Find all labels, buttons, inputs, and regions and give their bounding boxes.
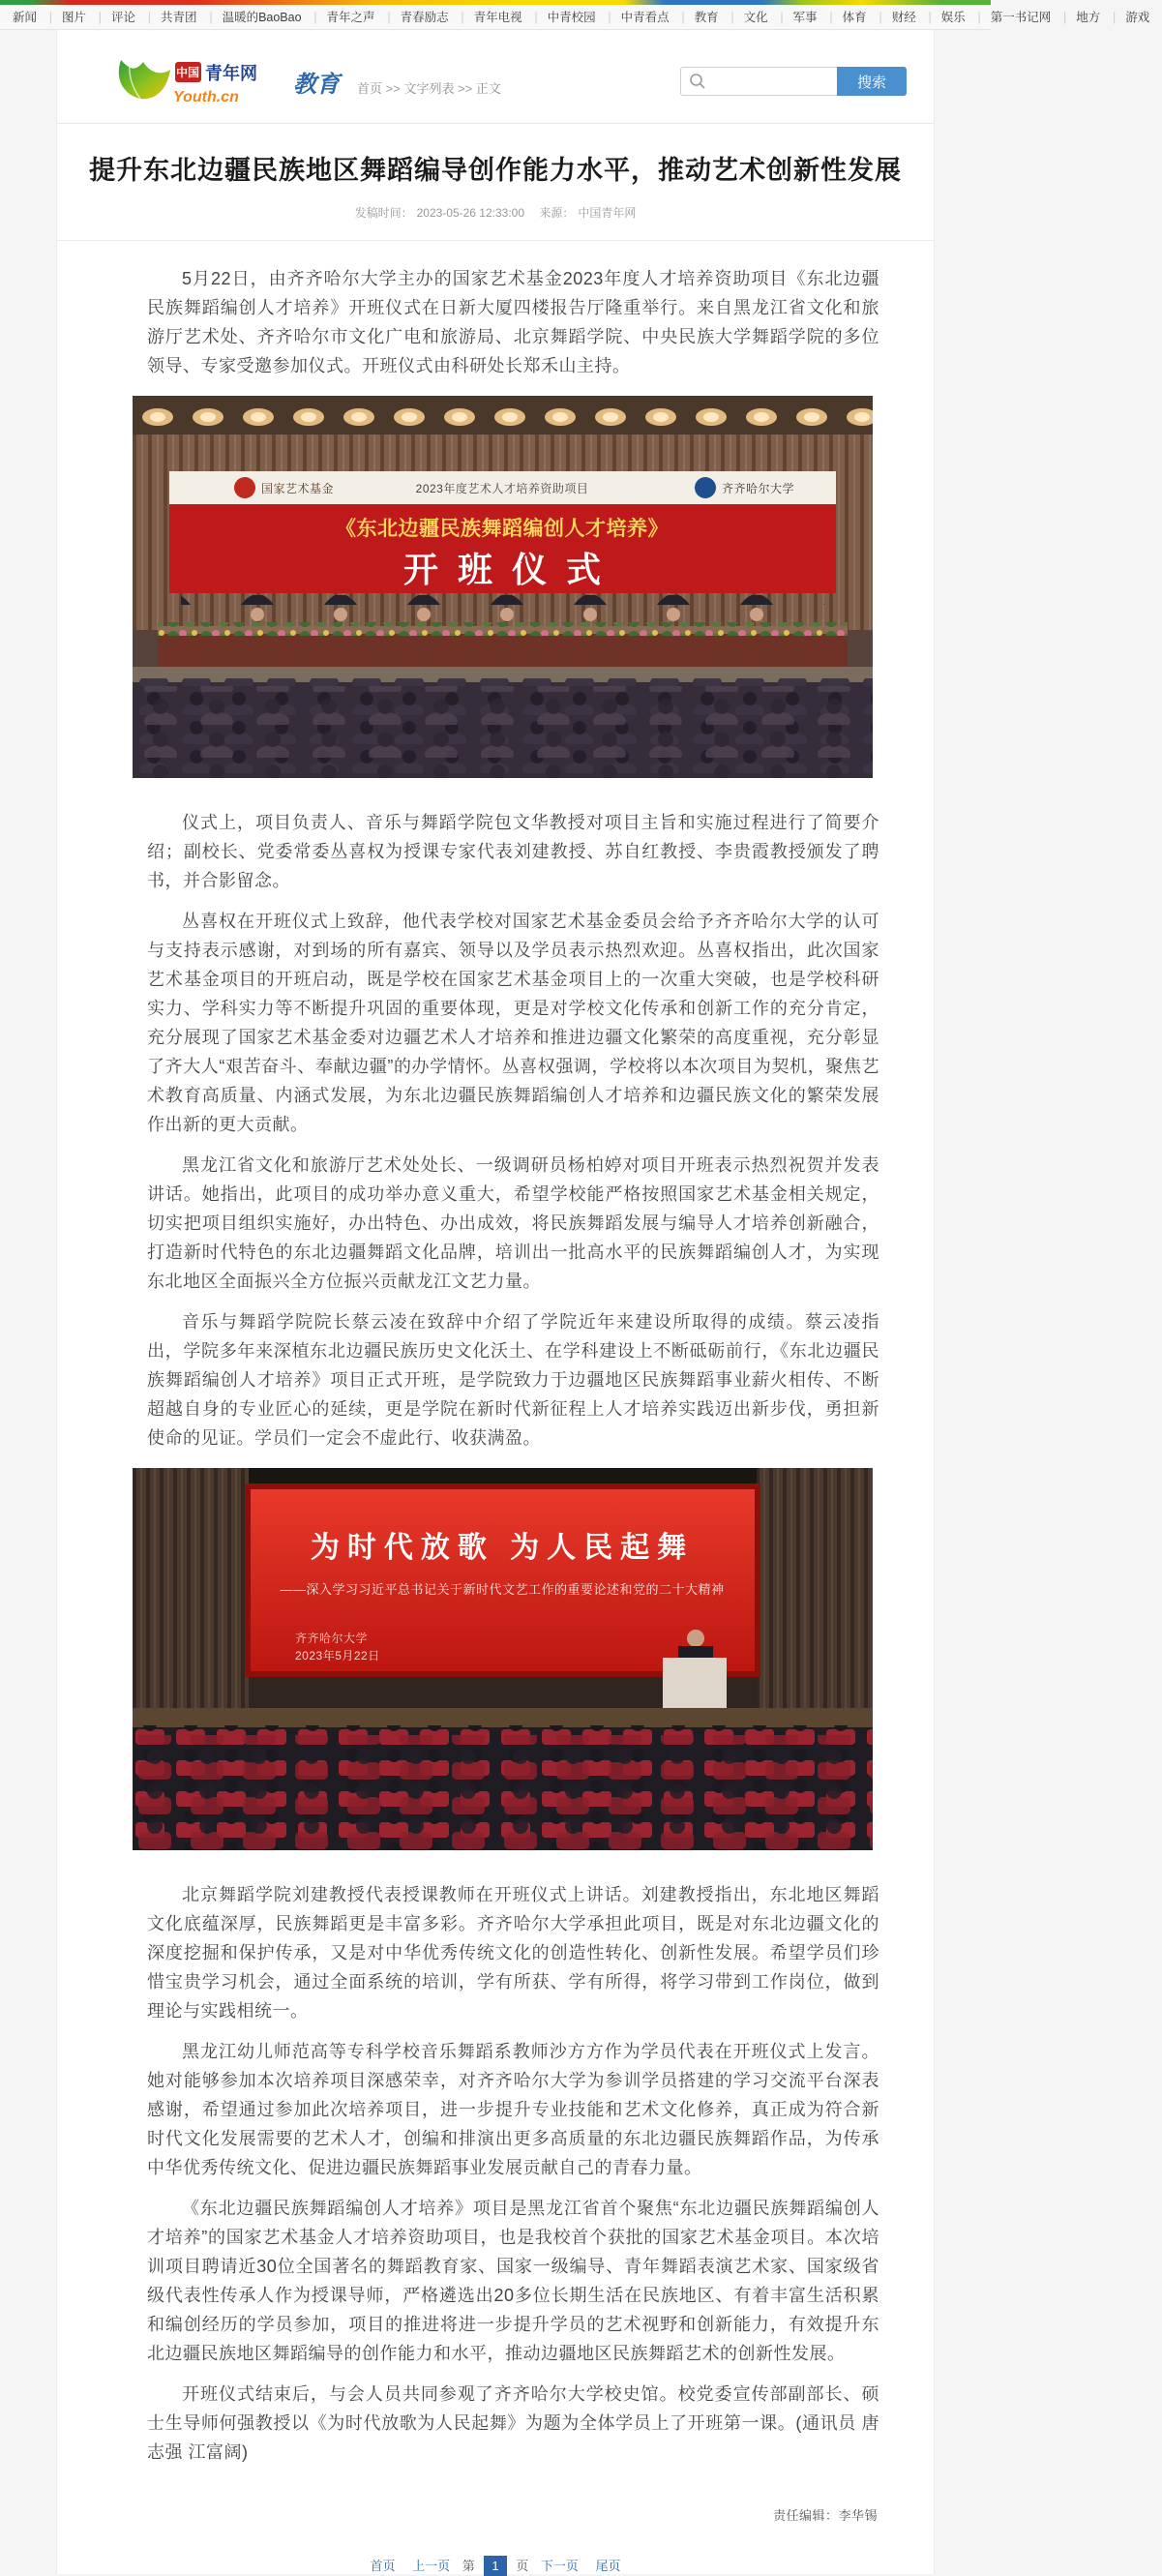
nav-item-culture[interactable]: 文化 | <box>731 5 781 30</box>
editor-name: 李华锡 <box>838 2508 878 2523</box>
article-title: 提升东北边疆民族地区舞蹈编导创作能力水平，推动艺术创新性发展 <box>89 156 902 185</box>
photo2-screen-org: 齐齐哈尔大学 <box>295 1632 369 1645</box>
logo-name: 青年网 <box>205 64 257 83</box>
meta-time: 2023-05-26 12:33:00 <box>416 206 525 220</box>
photo1-strip-center: 2023年度艺术人才培养资助项目 <box>415 482 589 495</box>
meta-source: 中国青年网 <box>578 206 637 220</box>
meta-time-label: 发稿时间： <box>354 206 413 220</box>
logo-badge: 中国 <box>175 66 200 79</box>
pagination-next[interactable]: 下一页 <box>540 2559 579 2573</box>
nav-item-inspiration[interactable]: 青春励志 | <box>388 5 462 30</box>
article-photo-1 <box>133 396 873 793</box>
editor-line <box>147 2501 878 2531</box>
content-column <box>56 30 935 2574</box>
nav-item-military[interactable]: 军事 | <box>781 5 830 30</box>
paragraph: 丛喜权在开班仪式上致辞，他代表学校对国家艺术基金委员会给予齐齐哈尔大学的认可与支持表示感谢，对到场的所有嘉宾、领导以及学员表示热烈欢迎。丛喜权指出，此次国家艺术基金项目的开班启动，既是学校在国家艺术基金项目上的一次重大突破，也是学校科研实力、学科实力等不断提升巩固的重要体现，更是对学校文化传承和创新工作的充分肯定，充分展现了国家艺术基金委对边疆艺术人才培养和推进边疆文化繁荣的高度重视，充分彰显了齐大人“艰苦奋斗、奉献边疆”的办学情怀。丛喜权强调，学校将以本次项目为契机，聚焦艺术教育高质量、内涵式发展，为东北边疆民族舞蹈编创人才培养和边疆民族文化的繁荣发展作出新的更大贡献。 <box>147 912 879 1134</box>
photo1-banner-title: 《东北边疆民族舞蹈编创人才培养》 <box>336 518 669 540</box>
meta-source-label: 来源： <box>539 206 575 220</box>
channel-label-education[interactable]: 教育 <box>293 71 340 98</box>
search-box <box>680 67 907 96</box>
paragraph: 音乐与舞蹈学院院长蔡云凌在致辞中介绍了学院近年来建设所取得的成绩。蔡云凌指出，学院多年来深植东北边疆民族历史文化沃土、在学科建设上不断砥砺前行，《东北边疆民族舞蹈编创人才培养》项目正式开班，是学院致力于边疆地区民族舞蹈事业薪火相传、不断超越自身的专业匠心的延续，更是学院在新时代新征程上人才培养实践迈出新步伐，勇担新使命的见证。学员们一定会不虚此行、收获满盈。 <box>147 1312 879 1448</box>
pagination-first[interactable]: 首页 <box>370 2559 396 2573</box>
article-body <box>147 241 879 2531</box>
title-block <box>57 124 934 241</box>
nav-item-campus[interactable]: 中青校园 | <box>535 5 609 30</box>
nav-item-league[interactable]: 共青团 | <box>148 5 210 30</box>
nav-item-education[interactable]: 教育 | <box>682 5 731 30</box>
search-button[interactable]: 搜索 <box>837 67 907 96</box>
article-meta <box>76 204 914 221</box>
paragraph: 北京舞蹈学院刘建教授代表授课教师在开班仪式上讲话。刘建教授指出，东北地区舞蹈文化底蕴深厚，民族舞蹈更是丰富多彩。齐齐哈尔大学承担此项目，既是对东北边疆文化的深度挖掘和保护传承，又是对中华优秀传统文化的创造性转化、创新性发展。希望学员们珍惜宝贵学习机会，通过全面系统的培训，学有所获、学有所得，将学习带到工作岗位，做到理论与实践相统一。 <box>147 1885 879 2021</box>
editor-label: 责任编辑： <box>772 2508 839 2523</box>
nav-item-local[interactable]: 地方 | <box>1063 5 1113 30</box>
nav-item-finance[interactable]: 财经 | <box>879 5 929 30</box>
nav-item-pictures[interactable]: 图片 | <box>49 5 99 30</box>
nav-item-secretary[interactable]: 第一书记网 | <box>978 5 1064 30</box>
photo1-strip-right: 齐齐哈尔大学 <box>722 482 795 495</box>
breadcrumb <box>357 78 501 97</box>
nav-item-sports[interactable]: 体育 | <box>830 5 879 30</box>
site-header <box>57 30 934 124</box>
nav-item-youth-voice[interactable]: 青年之声 | <box>314 5 388 30</box>
search-icon <box>688 72 707 91</box>
breadcrumb-article: 正文 <box>475 80 501 96</box>
pagination <box>57 2556 934 2574</box>
pagination-label-post: 页 <box>516 2559 529 2573</box>
logo-subtitle: Youth.cn <box>173 89 239 105</box>
paragraph: 仪式上，项目负责人、音乐与舞蹈学院包文华教授对项目主旨和实施过程进行了简要介绍；副校长、党委常委丛喜权为授课专家代表刘建教授、苏自红教授、李贵霞教授颁发了聘书，并合影留念。 <box>147 813 879 890</box>
nav-item-games[interactable]: 游戏 <box>1125 11 1150 24</box>
photo1-banner-subtitle: 开班仪式 <box>402 550 621 589</box>
photo2-screen-subtitle: ——深入学习习近平总书记关于新时代文艺工作的重要论述和党的二十大精神 <box>280 1582 725 1597</box>
youthcn-logo[interactable] <box>111 53 278 109</box>
nav-item-highlights[interactable]: 中青看点 | <box>609 5 682 30</box>
paragraph: 开班仪式结束后，与会人员共同参观了齐齐哈尔大学校史馆。校党委宣传部副部长、硕士生导师何强教授以《为时代放歌为人民起舞》为题为全体学员上了开班第一课。(通讯员 唐志强 江富阔) <box>147 2384 879 2462</box>
pagination-prev[interactable]: 上一页 <box>412 2559 451 2573</box>
photo2-screen-title: 为时代放歌 为人民起舞 <box>310 1532 695 1564</box>
paragraph: 黑龙江幼儿师范高等专科学校音乐舞蹈系教师沙方方作为学员代表在开班仪式上发言。她对能够参加本次培养项目深感荣幸，对齐齐哈尔大学为参训学员搭建的学习交流平台深表感谢，希望通过参加此次培养项目，进一步提升专业技能和艺术文化修养，真正成为符合新时代文化发展需要的艺术人才，创编和排演出更多高质量的东北边疆民族舞蹈作品，为传承中华优秀传统文化、促进边疆民族舞蹈事业发展贡献自己的青春力量。 <box>147 2042 879 2177</box>
photo1-strip-left: 国家艺术基金 <box>261 482 335 495</box>
nav-item-youth-tv[interactable]: 青年电视 | <box>462 5 535 30</box>
nav-item-baobao[interactable]: 温暖的BaoBao | <box>210 5 314 30</box>
photo2-screen-date: 2023年5月22日 <box>295 1649 380 1662</box>
nav-item-entertainment[interactable]: 娱乐 | <box>929 5 978 30</box>
pagination-current-page[interactable]: 1 <box>484 2556 506 2576</box>
ginkgo-leaf-icon <box>119 60 170 99</box>
paragraph: 黑龙江省文化和旅游厅艺术处处长、一级调研员杨柏婷对项目开班表示热烈祝贺并发表讲话。她指出，此项目的成功举办意义重大，希望学校能严格按照国家艺术基金相关规定，切实把项目组织实施好，办出特色、办出成效，将民族舞蹈发展与编导人才培养创新融合，打造新时代特色的东北边疆舞蹈文化品牌，培训出一批高水平的民族舞蹈编创人才，为实现东北地区全面振兴全方位振兴贡献龙江文艺力量。 <box>147 1155 879 1291</box>
nav-item-news[interactable]: 新闻 | <box>0 5 49 30</box>
article-photo-2 <box>133 1468 873 1865</box>
pagination-last[interactable]: 尾页 <box>595 2559 621 2573</box>
top-nav <box>0 5 1150 30</box>
pagination-label-pre: 第 <box>462 2559 475 2573</box>
breadcrumb-list[interactable]: 文字列表 >> <box>403 81 475 96</box>
paragraph: 《东北边疆民族舞蹈编创人才培养》项目是黑龙江省首个聚焦“东北边疆民族舞蹈编创人才培养”的国家艺术基金人才培养资助项目，也是我校首个获批的国家艺术基金项目。本次培训项目聘请近30位全国著名的舞蹈教育家、国家一级编导、青年舞蹈表演艺术家、国家级省级代表性传承人作为授课导师，严格遴选出20多位长期生活在民族地区、有着丰富生活积累和编创经历的学员参加，项目的推进将进一步提升学员的艺术视野和创新能力，有效提升东北边疆民族地区舞蹈编导的创作能力和水平，推动边疆地区民族舞蹈艺术的创新性发展。 <box>147 2199 879 2363</box>
nav-item-comment[interactable]: 评论 | <box>99 5 148 30</box>
paragraph: 5月22日，由齐齐哈尔大学主办的国家艺术基金2023年度人才培养资助项目《东北边疆民族舞蹈编创人才培养》开班仪式在日新大厦四楼报告厅隆重举行。来自黑龙江省文化和旅游厅艺术处、齐齐哈尔市文化广电和旅游局、北京舞蹈学院、中央民族大学舞蹈学院的多位领导、专家受邀参加仪式。开班仪式由科研处长郑禾山主持。 <box>147 269 879 375</box>
breadcrumb-home[interactable]: 首页 >> <box>357 81 403 96</box>
